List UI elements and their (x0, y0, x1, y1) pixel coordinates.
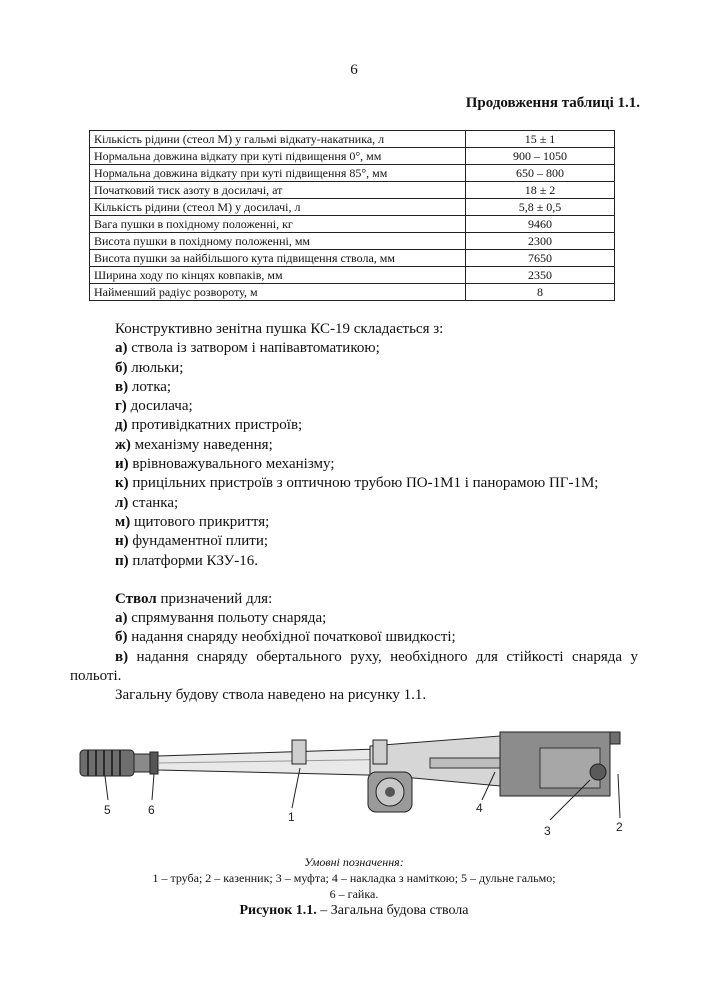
list-item (70, 436, 638, 455)
table-row (90, 165, 615, 182)
page-number: 6 (350, 62, 358, 78)
list-item-text: противідкатних пристроїв; (127, 417, 303, 434)
table-cell-value: 900 – 1050 (466, 148, 615, 165)
list-item-letter: п) (115, 552, 129, 569)
list-item (70, 416, 638, 435)
list-item-letter: к) (115, 475, 129, 492)
muzzle-brake-drawing (80, 750, 150, 776)
list-item-text: врівноважувального механізму; (128, 456, 335, 473)
list-item-text: надання снаряду обертального руху, необхідного для стійкості снаряда у польоті. (70, 648, 638, 685)
callout-5: 5 (104, 803, 111, 817)
table-cell-value: 2300 (466, 233, 615, 250)
table-row (90, 284, 615, 301)
legend-line-1: 1 – труба; 2 – казенник; 3 – муфта; 4 – накладка з наміткою; 5 – дульне гальмо; (152, 871, 556, 885)
table-row (90, 182, 615, 199)
list-item-letter: л) (115, 494, 129, 511)
barrel-term: Ствол (115, 590, 157, 607)
list-item-letter: м) (115, 513, 131, 530)
table-cell-value: 7650 (466, 250, 615, 267)
callout-3: 3 (544, 824, 551, 838)
table-cell-value: 18 ± 2 (466, 182, 615, 199)
list-item-letter: а) (115, 610, 128, 627)
components-list (70, 339, 638, 571)
list-item (70, 609, 638, 628)
list-item (70, 513, 638, 532)
list-item (70, 648, 638, 687)
list-item-text: надання снаряду необхідної початкової швидкості; (127, 629, 456, 646)
table-cell-parameter: Вага пушки в похідному положенні, кг (90, 216, 466, 233)
list-item (70, 628, 638, 647)
table-row (90, 233, 615, 250)
list-item-letter: в) (115, 648, 129, 665)
list-item (70, 397, 638, 416)
table-cell-parameter: Ширина ходу по кінцях ковпаків, мм (90, 267, 466, 284)
list-item (70, 494, 638, 513)
list-item-text: платформи КЗУ-16. (128, 552, 259, 569)
list-item-text: щитового прикриття; (130, 513, 270, 530)
callout-2: 2 (616, 820, 623, 834)
list-item-letter: н) (115, 533, 129, 550)
table-cell-parameter: Висота пушки за найбільшого кута підвищення ствола, мм (90, 250, 466, 267)
list-item-letter: и) (115, 456, 129, 473)
table-cell-parameter: Нормальна довжина відкату при куті підвищення 85°, мм (90, 165, 466, 182)
table-row (90, 148, 615, 165)
list-item (70, 378, 638, 397)
list-item-text: досилача; (126, 398, 193, 415)
intro-paragraph: Конструктивно зенітна пушка КС-19 складається з: (115, 321, 444, 337)
barrel-intro: призначений для: (156, 590, 273, 607)
table-cell-value: 15 ± 1 (466, 131, 615, 148)
legend-title: Умовні позначення: (304, 855, 404, 869)
list-item (70, 474, 638, 493)
table-row (90, 250, 615, 267)
list-item (70, 359, 638, 378)
table-cell-parameter: Нормальна довжина відкату при куті підвищення 0°, мм (90, 148, 466, 165)
list-item-text: фундаментної плити; (128, 533, 269, 550)
figure-caption (70, 903, 638, 919)
specs-table (89, 130, 615, 301)
table-caption: Продовження таблиці 1.1. (465, 95, 640, 111)
list-item-text: спрямування польоту снаряда; (127, 610, 327, 627)
body-text (70, 320, 638, 706)
table-row (90, 199, 615, 216)
list-item-letter: б) (115, 359, 128, 376)
table-cell-value: 5,8 ± 0,5 (466, 199, 615, 216)
table-row (90, 216, 615, 233)
table-cell-parameter: Висота пушки в похідному положенні, мм (90, 233, 466, 250)
purposes-list (70, 609, 638, 686)
nut-drawing (150, 752, 158, 774)
list-item-letter: а) (115, 340, 128, 357)
barrel-figure (70, 728, 638, 843)
list-item-letter: г) (115, 398, 127, 415)
list-item-letter: д) (115, 417, 128, 434)
list-item-letter: ж) (115, 436, 131, 453)
list-item-text: ствола із затвором і напівавтоматикою; (127, 340, 380, 357)
table-cell-parameter: Кількість рідини (стеол М) у досилачі, л (90, 199, 466, 216)
list-item-text: лотка; (128, 378, 172, 395)
table-row (90, 267, 615, 284)
list-item-text: люльки; (127, 359, 184, 376)
table-cell-value: 2350 (466, 267, 615, 284)
table-cell-parameter: Початковий тиск азоту в досилачі, ат (90, 182, 466, 199)
figure-caption-text: – Загальна будова ствола (316, 903, 469, 918)
callout-1: 1 (288, 810, 295, 824)
list-item-text: прицільних пристроїв з оптичною трубою ПО-1М1 і панорамою ПГ-1М; (128, 475, 599, 492)
table-cell-parameter: Найменший радіус розвороту, м (90, 284, 466, 301)
list-item (70, 455, 638, 474)
list-item (70, 339, 638, 358)
list-item (70, 532, 638, 551)
figure-legend (70, 854, 638, 902)
figure-caption-label: Рисунок 1.1. (239, 903, 317, 918)
barrel-paragraph (70, 590, 638, 609)
callout-4: 4 (476, 801, 483, 815)
table-cell-value: 9460 (466, 216, 615, 233)
legend-line-2: 6 – гайка. (329, 887, 379, 901)
list-item-text: станка; (128, 494, 179, 511)
table-row (90, 131, 615, 148)
list-item-letter: б) (115, 629, 128, 646)
callout-6: 6 (148, 803, 155, 817)
table-cell-value: 8 (466, 284, 615, 301)
table-cell-parameter: Кількість рідини (стеол М) у гальмі відкату-накатника, л (90, 131, 466, 148)
figure-reference: Загальну будову ствола наведено на рисунку 1.1. (115, 687, 427, 704)
list-item-letter: в) (115, 378, 129, 395)
table-cell-value: 650 – 800 (466, 165, 615, 182)
list-item-text: механізму наведення; (130, 436, 273, 453)
list-item (70, 552, 638, 571)
